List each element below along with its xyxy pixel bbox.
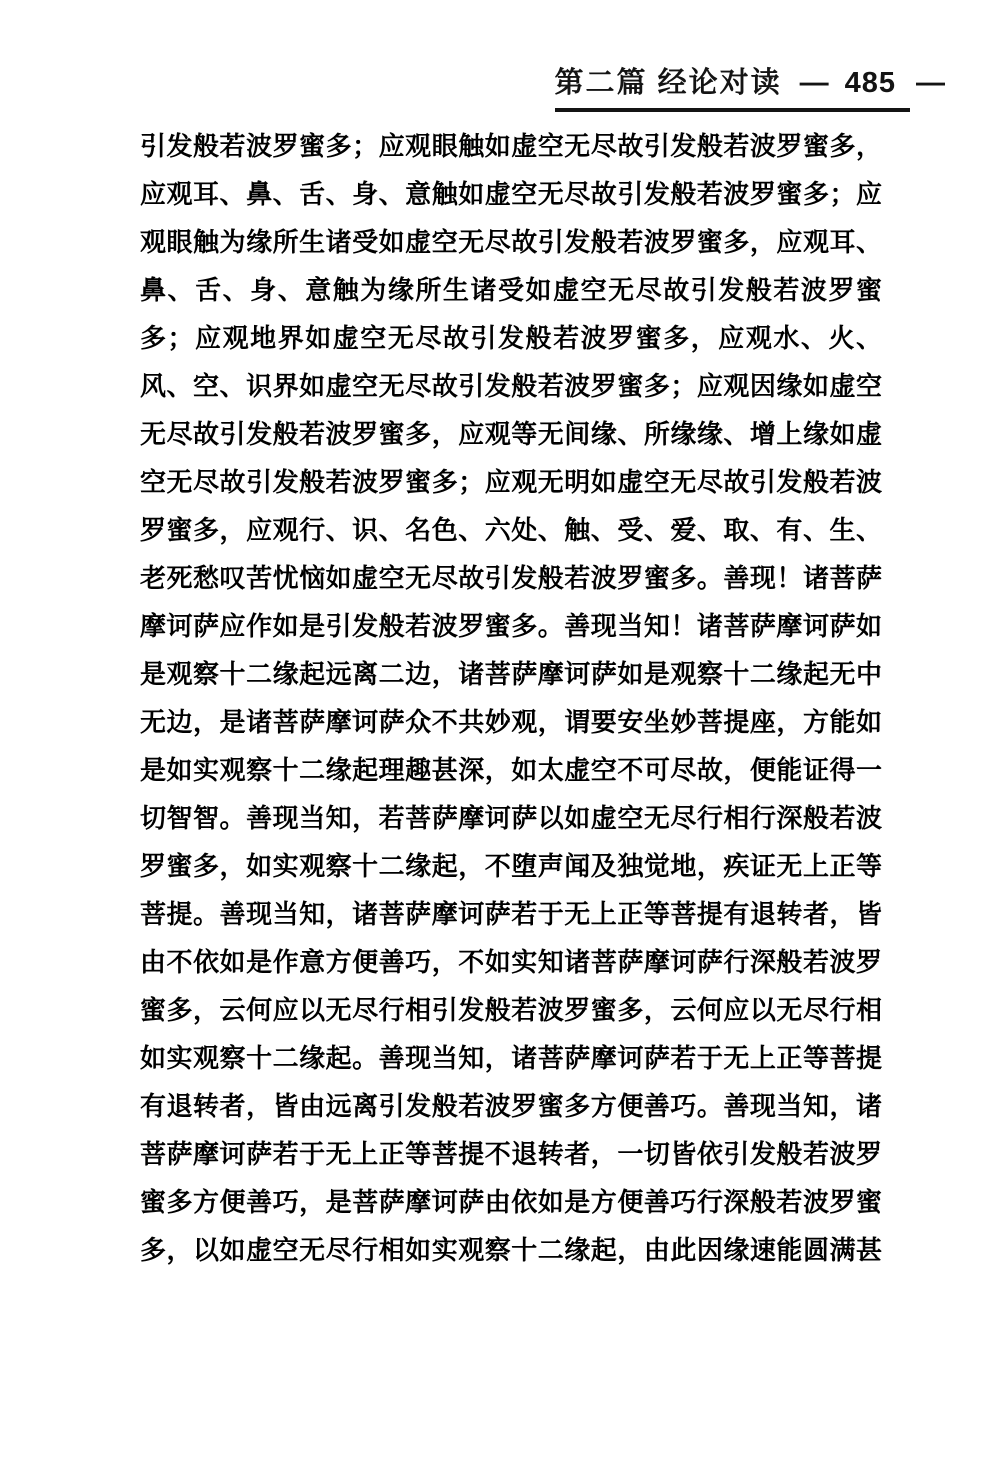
text-line: 由不依如是作意方便善巧，不如实知诸菩萨摩诃萨行深般若波罗: [140, 947, 882, 977]
text-line: 蜜多，云何应以无尽行相引发般若波罗蜜多，云何应以无尽行相: [140, 995, 882, 1025]
text-line: 摩诃萨应作如是引发般若波罗蜜多。善现当知！诸菩萨摩诃萨如: [140, 611, 882, 641]
text-line: 如实观察十二缘起。善现当知，诸菩萨摩诃萨若于无上正等菩提: [140, 1043, 882, 1073]
text-line: 空无尽故引发般若波罗蜜多；应观无明如虚空无尽故引发般若波: [140, 467, 882, 497]
text-line: 罗蜜多，如实观察十二缘起，不堕声闻及独觉地，疾证无上正等: [140, 851, 882, 881]
text-line: 蜜多方便善巧，是菩萨摩诃萨由依如是方便善巧行深般若波罗蜜: [140, 1187, 882, 1217]
text-line: 菩萨摩诃萨若于无上正等菩提不退转者，一切皆依引发般若波罗: [140, 1139, 882, 1169]
text-line: 无边，是诸菩萨摩诃萨众不共妙观，谓要安坐妙菩提座，方能如: [140, 707, 882, 737]
text-line: 菩提。善现当知，诸菩萨摩诃萨若于无上正等菩提有退转者，皆: [140, 899, 882, 929]
text-line: 老死愁叹苦忧恼如虚空无尽故引发般若波罗蜜多。善现！诸菩萨: [140, 563, 882, 593]
text-line: 是观察十二缘起远离二边，诸菩萨摩诃萨如是观察十二缘起无中: [140, 659, 882, 689]
header-dash-left: —: [799, 67, 831, 99]
text-line: 应观耳、鼻、舌、身、意触如虚空无尽故引发般若波罗蜜多；应: [140, 179, 882, 209]
text-line: 多；应观地界如虚空无尽故引发般若波罗蜜多，应观水、火、: [140, 323, 882, 353]
body-text: [140, 122, 882, 1274]
section-title: 第二篇 经论对读: [554, 67, 782, 99]
text-line: 多，以如虚空无尽行相如实观察十二缘起，由此因缘速能圆满甚: [140, 1235, 882, 1265]
text-line: 观眼触为缘所生诸受如虚空无尽故引发般若波罗蜜多，应观耳、: [140, 227, 882, 257]
header-dash-right: —: [916, 67, 947, 99]
text-line: 切智智。善现当知，若菩萨摩诃萨以如虚空无尽行相行深般若波: [140, 803, 882, 833]
running-header: [555, 60, 947, 112]
text-line: 是如实观察十二缘起理趣甚深，如太虚空不可尽故，便能证得一: [140, 755, 882, 785]
text-line: 风、空、识界如虚空无尽故引发般若波罗蜜多；应观因缘如虚空: [140, 371, 882, 401]
page-number: 485: [844, 67, 896, 99]
text-line: 无尽故引发般若波罗蜜多，应观等无间缘、所缘缘、增上缘如虚: [140, 419, 882, 449]
text-line: 鼻、舌、身、意触为缘所生诸受如虚空无尽故引发般若波罗蜜: [140, 275, 882, 305]
running-header-underlined: [555, 60, 910, 112]
text-line: 引发般若波罗蜜多；应观眼触如虚空无尽故引发般若波罗蜜多，: [140, 131, 882, 161]
text-line: 有退转者，皆由远离引发般若波罗蜜多方便善巧。善现当知，诸: [140, 1091, 882, 1121]
text-line: 罗蜜多，应观行、识、名色、六处、触、受、爱、取、有、生、: [140, 515, 882, 545]
